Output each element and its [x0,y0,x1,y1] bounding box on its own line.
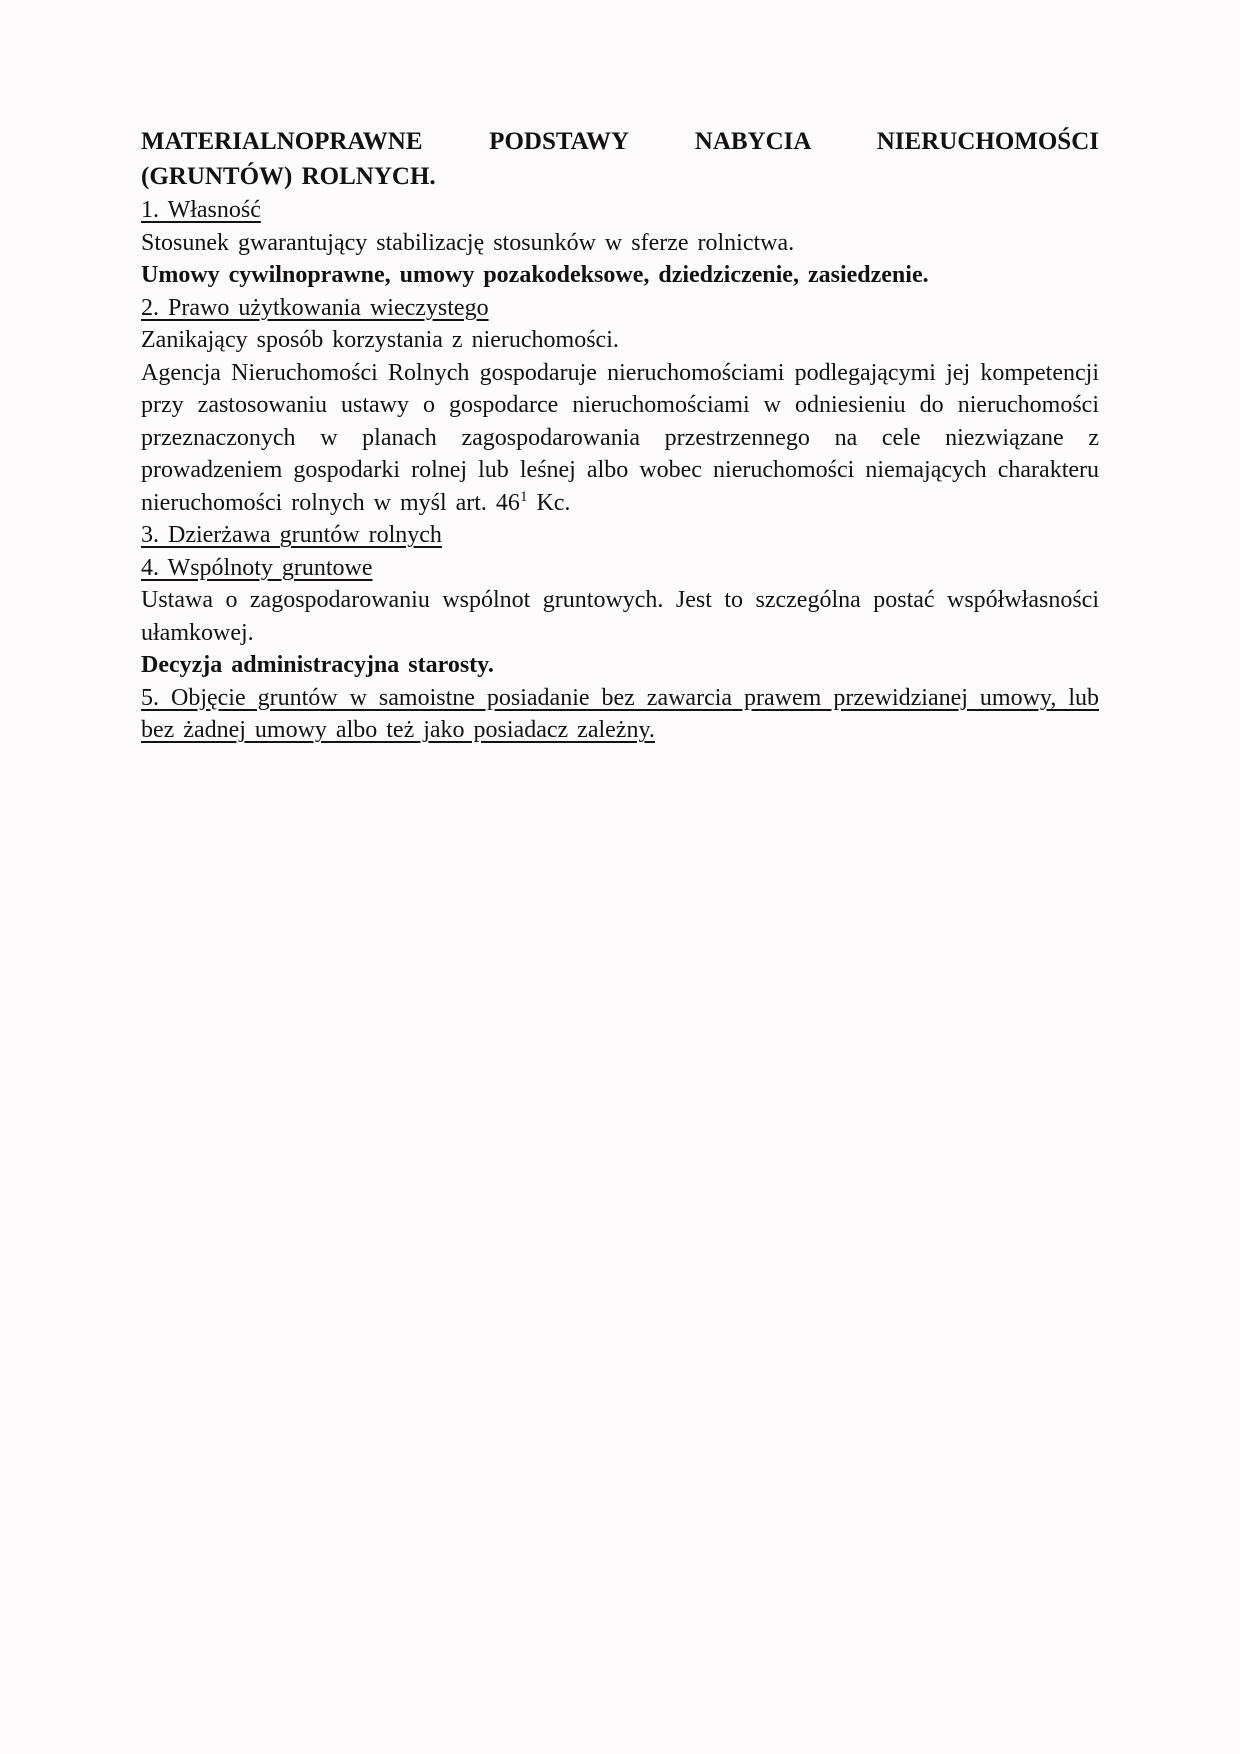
paragraph-usufruct-declining: Zanikający sposób korzystania z nieruchomości. [141,327,619,353]
section-heading-agricultural-lease: 3. Dzierżawa gruntów rolnych [141,522,442,548]
section-heading-taking-possession: 5. Objęcie gruntów w samoistne posiadanie bez zawarcia prawem przewidzianej umowy, lub bez żadnej umowy albo też jako posiadacz zależny. [141,684,1099,743]
paragraph-ownership-contracts: Umowy cywilnoprawne, umowy pozakodeksowe, dziedziczenie, zasiedzenie. [141,262,929,288]
paragraph-land-communities-act: Ustawa o zagospodarowaniu wspólnot gruntowych. Jest to szczególna postać współwłasności ułamkowej. [141,587,1099,646]
section-heading-ownership: 1. Własność [141,197,261,223]
footnote-superscript-1: 1 [519,488,528,505]
document-title-line-2: (GRUNTÓW) ROLNYCH. [141,163,436,190]
paragraph-agency-management-text: Agencja Nieruchomości Rolnych gospodaruje nieruchomościami podlegającymi jej kompetencji przy zastosowaniu ustawy o gospodarce nieruchomościami w odniesieniu do nieruchomości przeznaczonych w planach zagospodarowania przestrzennego na cele niezwiązane z prowadzeniem gospodarki rolnej lub leśnej albo wobec nieruchomości niemających charakteru nieruchomości rolnych w myśl art. 46 [141,359,1099,516]
section-heading-land-communities: 4. Wspólnoty gruntowe [141,554,373,581]
paragraph-agency-management-end: Kc. [527,489,571,516]
paragraph-ownership-stabilization: Stosunek gwarantujący stabilizację stosunków w sferze rolnictwa. [141,229,795,256]
document-title-line-1: MATERIALNOPRAWNE PODSTAWY NABYCIA NIERUCHOMOŚCI [141,128,1099,155]
paragraph-staroste-decision: Decyzja administracyjna starosty. [141,652,494,678]
section-heading-perpetual-usufruct: 2. Prawo użytkowania wieczystego [141,294,489,321]
paragraph-agency-management [141,357,1099,520]
